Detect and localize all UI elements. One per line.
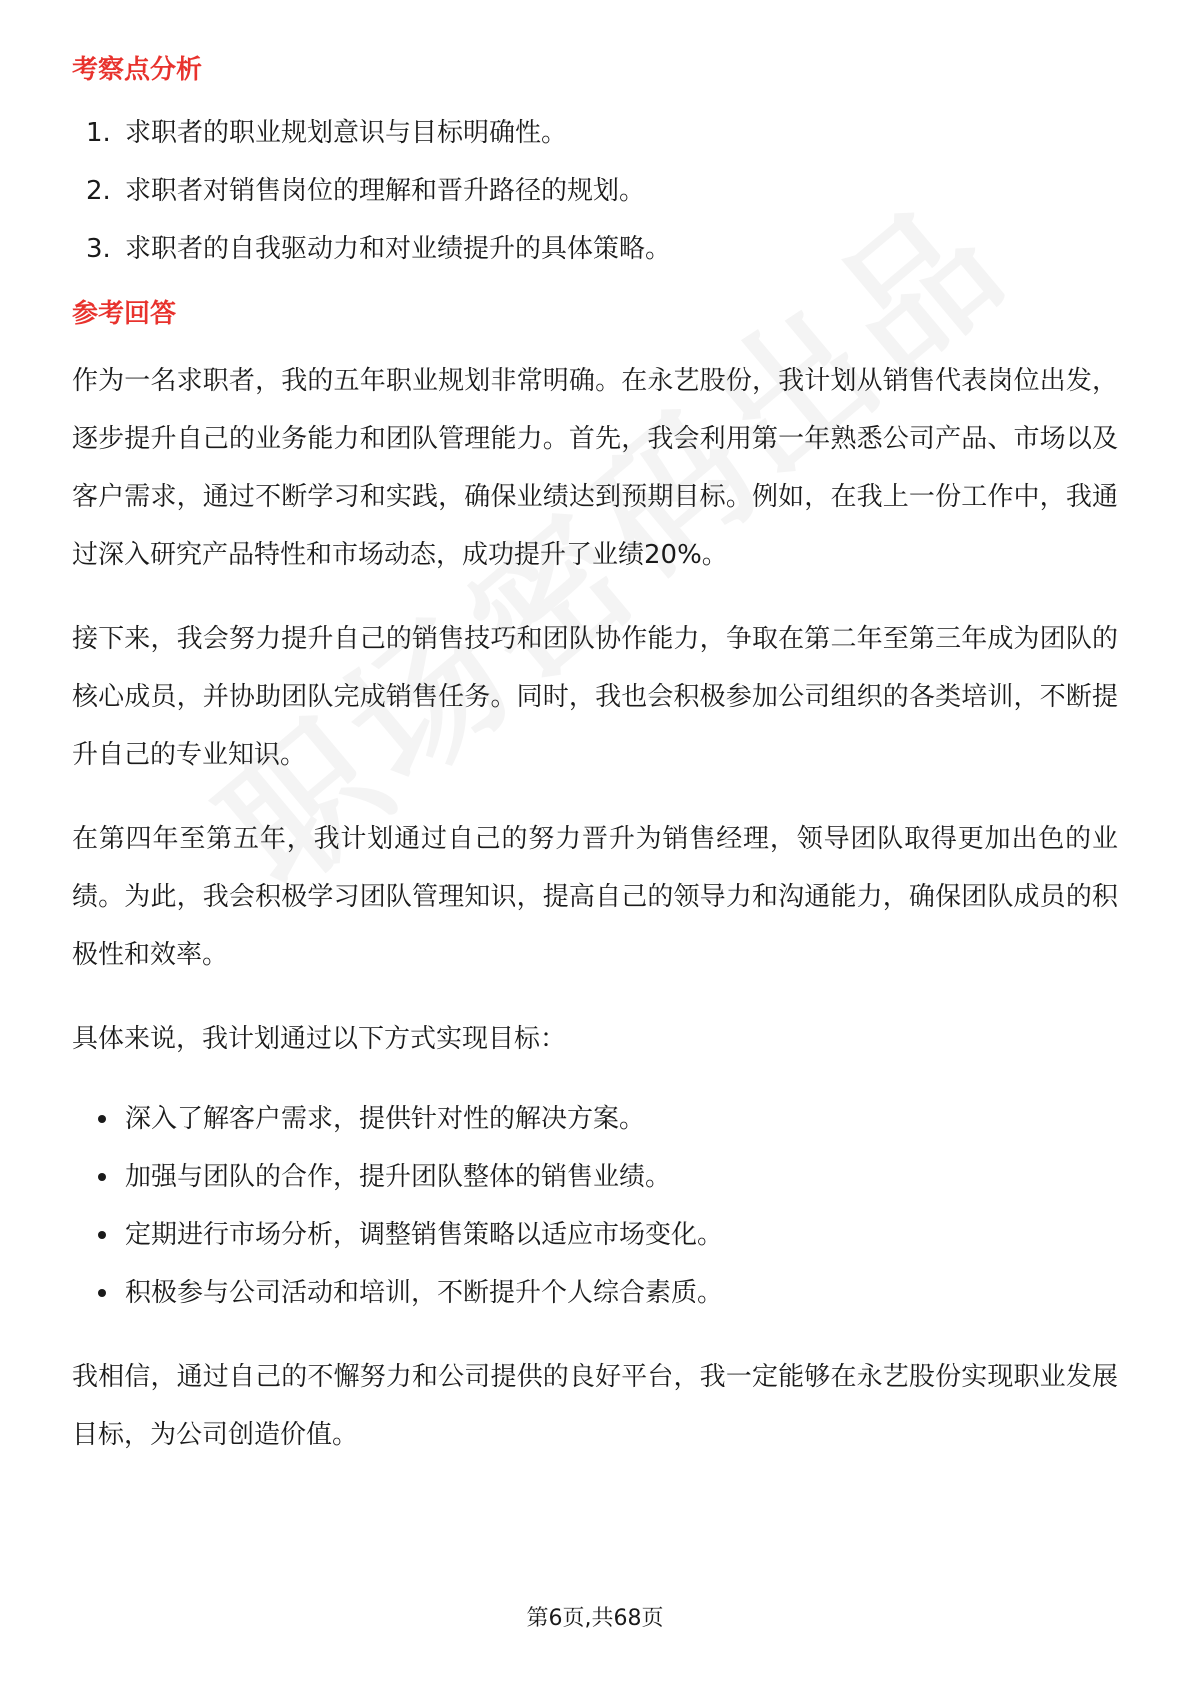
bullet-icon	[98, 1231, 106, 1239]
list-item	[72, 104, 1118, 162]
list-number: 2.	[86, 176, 111, 206]
answer-paragraph: 作为一名求职者，我的五年职业规划非常明确。在永艺股份，我计划从销售代表岗位出发，逐步提升自己的业务能力和团队管理能力。首先，我会利用第一年熟悉公司产品、市场以及客户需求，通过不断学习和实践，确保业绩达到预期目标。例如，在我上一份工作中，我通过深入研究产品特性和市场动态，成功提升了业绩20%。	[72, 366, 1118, 570]
list-number: 3.	[86, 234, 111, 264]
list-item	[72, 162, 1118, 220]
list-item-text: 求职者的自我驱动力和对业绩提升的具体策略。	[125, 234, 672, 264]
page-content	[72, 50, 1118, 1490]
bullet-icon	[98, 1173, 106, 1181]
answer-heading: 参考回答	[72, 299, 177, 329]
list-item	[72, 1148, 1118, 1206]
plan-bullet-list	[72, 1090, 1118, 1322]
bullet-icon	[98, 1115, 106, 1123]
page-number-footer: 第6页,共68页	[526, 1606, 664, 1631]
answer-paragraph: 在第四年至第五年，我计划通过自己的努力晋升为销售经理，领导团队取得更加出色的业绩。为此，我会积极学习团队管理知识，提高自己的领导力和沟通能力，确保团队成员的积极性和效率。	[72, 824, 1118, 970]
list-item-text: 求职者的职业规划意识与目标明确性。	[125, 118, 568, 148]
analysis-list	[72, 104, 1118, 278]
answer-paragraph: 具体来说，我计划通过以下方式实现目标：	[72, 1024, 567, 1054]
analysis-heading: 考察点分析	[72, 55, 203, 85]
list-number: 1.	[86, 118, 111, 148]
list-item-text: 定期进行市场分析，调整销售策略以适应市场变化。	[125, 1220, 724, 1250]
list-item	[72, 1090, 1118, 1148]
list-item-text: 积极参与公司活动和培训，不断提升个人综合素质。	[125, 1278, 724, 1308]
list-item	[72, 1206, 1118, 1264]
list-item	[72, 220, 1118, 278]
list-item-text: 求职者对销售岗位的理解和晋升路径的规划。	[125, 176, 646, 206]
closing-paragraph: 我相信，通过自己的不懈努力和公司提供的良好平台，我一定能够在永艺股份实现职业发展目标，为公司创造价值。	[72, 1362, 1118, 1450]
list-item	[72, 1264, 1118, 1322]
bullet-icon	[98, 1289, 106, 1297]
list-item-text: 深入了解客户需求，提供针对性的解决方案。	[125, 1104, 646, 1134]
list-item-text: 加强与团队的合作，提升团队整体的销售业绩。	[125, 1162, 672, 1192]
answer-paragraph: 接下来，我会努力提升自己的销售技巧和团队协作能力，争取在第二年至第三年成为团队的核心成员，并协助团队完成销售任务。同时，我也会积极参加公司组织的各类培训，不断提升自己的专业知识。	[72, 624, 1118, 770]
